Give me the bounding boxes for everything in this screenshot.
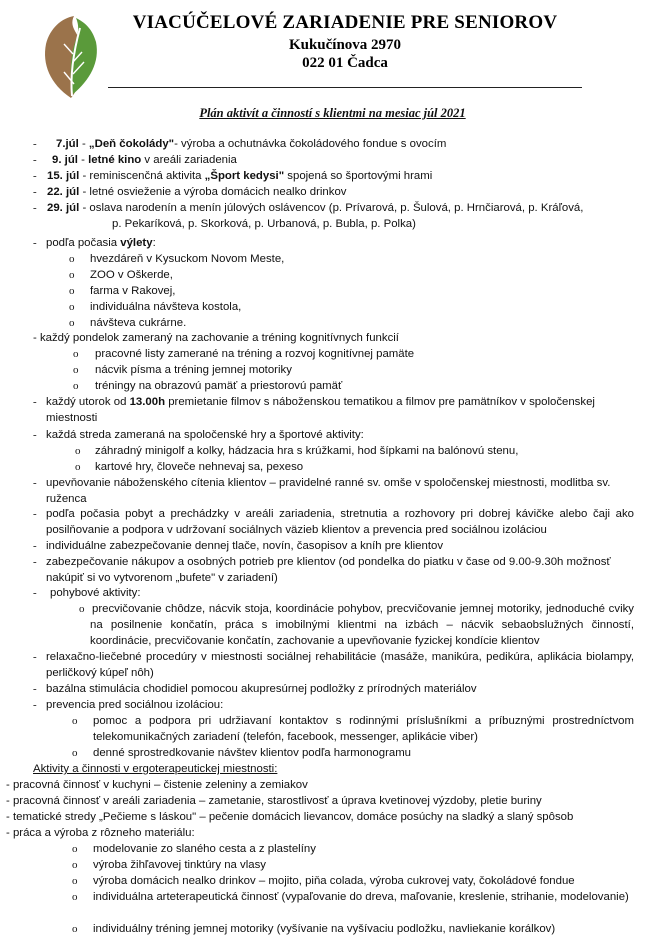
bullet-dash: - — [33, 508, 37, 520]
list-item: individuálny tréning jemnej motoriky (vyšívanie na vyšívaciu podložku, navliekanie korálkov) — [93, 923, 556, 935]
leaf-logo-icon — [40, 14, 102, 100]
list-item: záhradný minigolf a kolky, hádzacia hra s krúžkami, hod šípkami na balónovú stenu, — [95, 445, 519, 457]
basal-text: bazálna stimulácia chodidiel pomocou akupresúrnej podložky z prírodných materiálov — [46, 683, 477, 695]
religion-text-continued: ruženca — [46, 493, 87, 505]
ergo-line: - pracovná činnosť v areáli zariadenia – zametanie, starostlivosť a úprava kvetinovej výzdoby, pletie buriny — [6, 795, 542, 807]
ergo-line: - tematické stredy „Pečieme s láskou" – pečenie domácich lievancov, domáce posúchy na sladký a slaný spôsob — [6, 811, 574, 823]
bullet-dash: - — [33, 540, 37, 552]
bullet-circle: o — [69, 269, 75, 281]
shopping-text: zabezpečovanie nákupov a osobných potrieb pre klientov (od pondelka do piatku v čase od 9.00-9.30h možnosť — [46, 556, 611, 568]
bullet-circle: o — [73, 364, 79, 376]
bullet-circle: o — [72, 891, 78, 903]
bullet-circle: o — [72, 859, 78, 871]
movement-heading: pohybové aktivity: — [50, 587, 141, 599]
religion-text: upevňovanie náboženského cítenia klientov – pravidelné ranné sv. omše v spoločenskej miestnosti, modlitba sv. — [46, 477, 611, 489]
shopping-text-continued: nakúpiť si vo vytvorenom „bufete" v zariadení) — [46, 572, 278, 584]
ergo-line: - pracovná činnosť v kuchyni – čistenie zeleniny a zemiakov — [6, 779, 308, 791]
bullet-circle: o — [73, 380, 79, 392]
bullet-dash: - — [33, 237, 37, 249]
bullet-dash: - — [33, 202, 37, 214]
list-item: návšteva cukrárne. — [90, 317, 187, 329]
bullet-dash: - — [33, 651, 37, 663]
list-item: tréningy na obrazovú pamäť a priestorovú pamäť — [95, 380, 343, 392]
org-title: VIACÚČELOVÉ ZARIADENIE PRE SENIOROV — [132, 12, 558, 33]
list-item: ZOO v Oškerde, — [90, 269, 173, 281]
org-address-street: Kukučínova 2970 — [288, 37, 402, 53]
bullet-circle: o — [69, 253, 75, 265]
list-item: farma v Rakovej, — [90, 285, 176, 297]
prevention-heading: prevencia pred sociálnou izoláciou: — [46, 699, 224, 711]
plan-title: Plán aktivít a činností s klientmi na mesiac júl 2021 — [199, 106, 466, 120]
list-item: modelovanie zo slaného cesta a z plastelíny — [93, 843, 316, 855]
list-item: nácvik písma a tréning jemnej motoriky — [95, 364, 292, 376]
bullet-dash: - — [33, 138, 37, 150]
bullet-circle: o — [69, 317, 75, 329]
bullet-dash: - — [33, 154, 37, 166]
bullet-dash: - — [33, 587, 37, 599]
event-item-continued: p. Pekaríková, p. Skorková, p. Urbanová, p. Bubla, p. Polka) — [112, 218, 416, 230]
bullet-circle: o — [72, 843, 78, 855]
event-item: 15. júl - reminiscenčná aktivita „Šport kedysi" spojená so športovými hrami — [47, 170, 433, 182]
list-item: individuálna návšteva kostola, — [90, 301, 242, 313]
movement-item: precvičovanie chôdze, nácvik stoja, koordinácie pohybov, precvičovanie jemnej motoriky, jednoduché cviky na posilnenie končatín, práca s imobilnými klientmi na izbách – nácvik sebaobslužných činností, koordinácie, precvičovanie končatín, zachovanie a upevňovanie fyzickej kondície klientov — [90, 603, 634, 647]
bullet-circle: o — [79, 603, 85, 615]
list-item: hvezdáreň v Kysuckom Novom Meste, — [90, 253, 285, 265]
list-item: výroba domácich nealko drinkov – mojito, piňa colada, výroba cukrovej vaty, čokoládové fondue — [93, 875, 575, 887]
bullet-dash: - — [33, 429, 37, 441]
bullet-dash: - — [33, 683, 37, 695]
bullet-circle: o — [75, 461, 81, 473]
press-text: individuálne zabezpečovanie dennej tlače, novín, časopisov a kníh pre klientov — [46, 540, 444, 552]
prevention-item: denné sprostredkovanie návštev klientov podľa harmonogramu — [93, 747, 412, 759]
bullet-circle: o — [75, 445, 81, 457]
ergo-line: - práca a výroba z rôzneho materiálu: — [6, 827, 195, 839]
prevention-item: pomoc a podpora pri udržiavaní kontaktov s rodinnými príslušníkmi a príbuznými prostredníctvom telekomunikačných zariadení (telefón, facebook, messenger, aplikácie viber) — [93, 715, 634, 743]
bullet-circle: o — [72, 715, 78, 727]
bullet-circle: o — [69, 301, 75, 313]
list-item: kartové hry, človeče nehnevaj sa, pexeso — [95, 461, 304, 473]
bullet-dash: - — [33, 186, 37, 198]
bullet-dash: - — [33, 396, 37, 408]
event-item: 7.júl - „Deň čokolády"- výroba a ochutnávka čokoládového fondue s ovocím — [56, 138, 447, 150]
wednesday-heading: každá streda zameraná na spoločenské hry a športové aktivity: — [46, 429, 364, 441]
bullet-circle: o — [73, 348, 79, 360]
bullet-dash: - — [33, 699, 37, 711]
header-divider — [108, 87, 582, 88]
list-item: výroba žihľavovej tinktúry na vlasy — [93, 859, 266, 871]
list-item: individuálna arteterapeutická činnosť (vypaľovanie do dreva, maľovanie, kreslenie, strihanie, modelovanie) — [93, 891, 629, 903]
tuesday-text-continued: miestnosti — [46, 412, 98, 424]
event-item: 9. júl - letné kino v areáli zariadenia — [52, 154, 237, 166]
org-address-city: 022 01 Čadca — [302, 55, 388, 71]
bullet-circle: o — [72, 923, 78, 935]
tuesday-text: každý utorok od 13.00h premietanie filmov s náboženskou tematikou a filmov pre pamätníkov v spoločenskej — [46, 396, 595, 408]
bullet-dash: - — [33, 477, 37, 489]
walks-text: podľa počasia pobyt a prechádzky v areáli zariadenia, stretnutia a rozhovory pri dobrej kávičke alebo čaji ako posilňovanie a podpora v udržovaní sociálnych väzieb klientov a prevencia pred sociálnou izoláciou — [46, 508, 634, 536]
event-item: 22. júl - letné osvieženie a výroba domácich nealko drinkov — [47, 186, 347, 198]
list-item: pracovné listy zamerané na tréning a rozvoj kognitívnej pamäte — [95, 348, 415, 360]
bullet-dash: - — [33, 170, 37, 182]
monday-heading: - každý pondelok zameraný na zachovanie a tréning kognitívnych funkcií — [33, 332, 399, 344]
bullet-circle: o — [72, 875, 78, 887]
ergo-heading: Aktivity a činnosti v ergoterapeutickej miestnosti: — [33, 763, 278, 775]
bullet-circle: o — [72, 747, 78, 759]
bullet-circle: o — [69, 285, 75, 297]
relax-text: relaxačno-liečebné procedúry v miestnosti sociálnej rehabilitácie (masáže, manikúra, pedikúra, aplikácia biolampy, perličkový kúpeľ nôh) — [46, 651, 634, 679]
event-item: 29. júl - oslava narodenín a menín júlových oslávencov (p. Prívarová, p. Šulová, p. Hrnčiarová, p. Kráľová, — [47, 202, 584, 214]
trips-heading: podľa počasia výlety: — [46, 237, 156, 249]
bullet-dash: - — [33, 556, 37, 568]
